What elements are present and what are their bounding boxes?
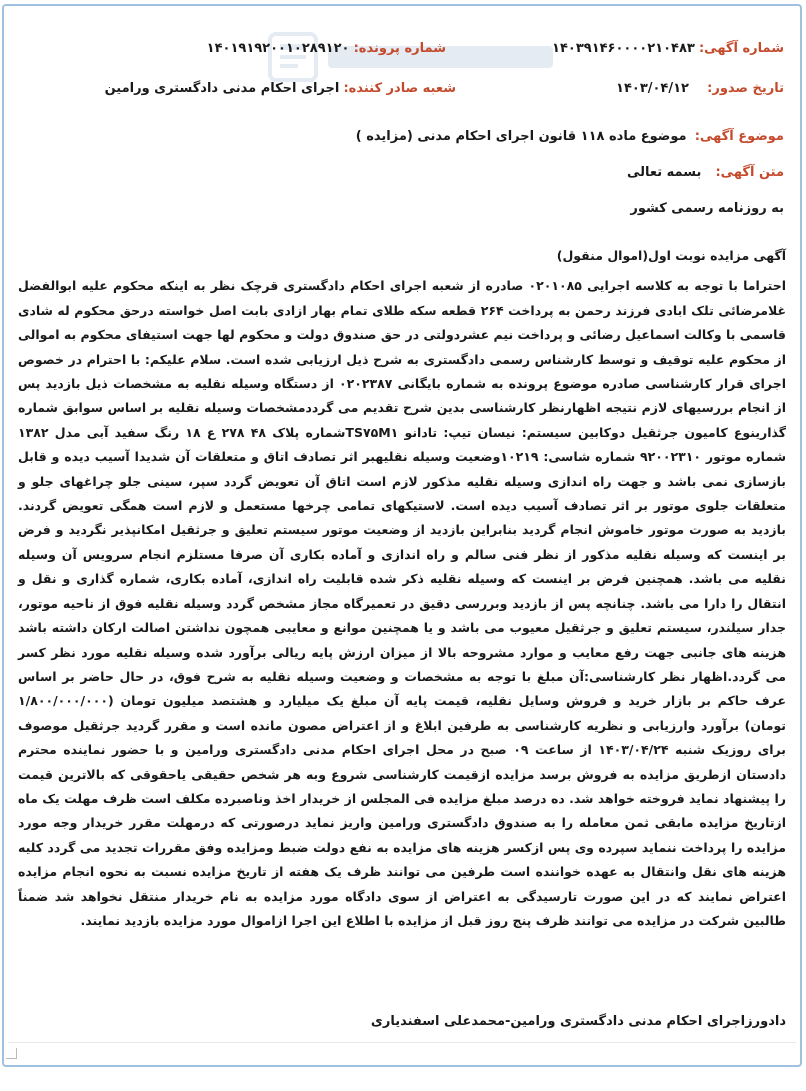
file-number-label: شماره پرونده: bbox=[353, 41, 446, 56]
resize-handle-icon[interactable] bbox=[6, 1048, 17, 1059]
ad-body-text bbox=[18, 244, 786, 933]
issue-date-label: تاریخ صدور: bbox=[707, 81, 784, 96]
bottom-divider bbox=[8, 1042, 796, 1043]
ad-text-row bbox=[627, 164, 784, 182]
issuing-branch-row bbox=[105, 80, 456, 98]
issuing-branch-value: اجرای احکام مدنی دادگستری ورامین bbox=[104, 81, 340, 96]
ad-body-paragraph: احتراما با توجه به کلاسه اجرایی ۰۲۰۱۰۸۵ صادره از شعبه اجرای احکام دادگستری قرچک نظر به اینکه محکوم علیه ابوالفضل غلامرضائی تلک ابادی فرزند رحمن به پرداخت ۲۶۴ قطعه سکه طلای تمام بهار ازادی بابت اصل خواسته درحق محکوم له شادی قاسمی با وکالت اسماعیل رضائی و پرداخت نیم عشردولتی در حق صندوق دولت و محکوم لها جهت استیفای محکوم به اموالی از محکوم علیه توقیف و توسط کارشناس رسمی دادگستری به شرح ذیل ارزیابی شده است. سلام علیکم: با احترام در خصوص اجرای قرار کارشناسی صادره موضوع پرونده به شماره بایگانی ۰۲۰۲۳۸۷ از دستگاه وسیله نقلیه به مشخصات ذیل بازدید پس از انجام بررسیهای لازم نتیجه اظهارنظر کارشناسی بدین شرح تقدیم می گرددمشخصات وسیله نقلیه بر اساس سوابق شماره گذارینوع کامیون جرثقیل دوکابین سیستم: نیسان تیپ: تادانو TS۷۵M۱شماره پلاک ۴۸ ۲۷۸ ع ۱۸ رنگ سفید آبی مدل ۱۳۸۲ شماره موتور ۹۲۰۰۲۳۱۰ شماره شاسی: ۱۰۲۱۹وضعیت وسیله نقلیهبر اثر تصادف اتاق و متعلقات آن شدیدا آسیب دیده و قابل بازسازی نمی باشد و جهت راه اندازی وسیله نقلیه مذکور لازم است اتاق آن تعویض گردد سپر، سینی جلو چراغهای جلو و متعلقات جلوی موتور بر اثر تصادف آسیب دیده است. لاستیکهای تمامی چرخها مستعمل و لازم است همگی تعویض گردند. بازدید به صورت موتور خاموش انجام گردید بنابراین بازدید از وضعیت موتور سیستم تعلیق و جرثقیل امکانپذیر نگردید و فرض بر اینست که وسیله نقلیه مذکور از نظر فنی سالم و راه اندازی و آماده بکاری آن صرفا مستلزم انجام سرویس آن وسیله نقلیه می باشد. همچنین فرض بر اینست که وسیله نقلیه ذکر شده قابلیت راه اندازی، آماده بکاری، شماره گذاری و نقل و انتقال را دارا می باشد. چنانچه پس از بازدید وبررسی دقیق در تعمیرگاه مجاز مشخص گردد وسیله نقلیه فوق از ناحیه موتور، جدار سیلندر، سیستم تعلیق و جرثقیل معیوب می باشد و یا همچنین موانع و معایبی همچون نداشتن اصالت ارکان داشته باشد هزینه های جانبی جهت رفع معایب و موارد مشروحه بالا از میزان ارزش پایه ریالی برآورد شده وسیله نقلیه مورد نظر کسر می گردد.اظهار نظر کارشناسی:آن مبلغ با توجه به مشخصات و وضعیت وسیله نقلیه به شرح فوق، در حال حاضر بر اساس عرف حاکم بر بازار خرید و فروش وسایل نقلیه، قیمت پایه آن مبلغ یک میلیارد و هشتصد میلیون تومان (۱/۸۰۰/۰۰۰/۰۰۰ تومان) برآورد وارزیابی و نظریه کارشناسی به طرفین ابلاغ و از اعتراض مصون مانده است و مقرر گردید جرثقیل موصوف برای روزیک شنبه ۱۴۰۳/۰۴/۲۴ از ساعت ۰۹ صبح در محل اجرای احکام مدنی دادگستری ورامین و با حضور نماینده محترم دادستان ازطریق مزایده به فروش برسد مزایده ازقیمت کارشناسی شروع وبه هر شخص حقیقی یاحقوقی که بالاترین قیمت را پیشنهاد نماید فروخته خواهد شد. ده درصد مبلغ مزایده فی المجلس از خریدار اخذ وناصبرده مکلف است ظرف مهلت یک ماه ازتاریخ مزایده مابقی ثمن معامله را به صندوق دادگستری ورامین واریز نماید درصورتی که درمهلت مقرر خریدار وجه مورد مزایده را پرداخت ننماید سپرده وی پس ازکسر هزینه های مزایده به نفع دولت ضبط ومزایده وفق مقررات تجدید می گردد کلیه هزینه های نقل وانتقال به عهده خواننده است طرفین می توانند ظرف یک هفته از تاریخ مزایده نسبت به نحوه انجام مزایده اعتراض نمایند که در این صورت تارسیدگی به اعتراض از سوی دادگاه مورد مزایده به نام خریدار منتقل نخواهد شد ضمناً طالبین شرکت در مزایده می توانند ظرف پنج روز قبل از مزایده با اطلاع این اجرا ازاموال مورد مزایده بازدید نمایند. bbox=[18, 278, 787, 928]
issue-date-value: ۱۴۰۳/۰۴/۱۲ bbox=[616, 81, 689, 96]
issuing-branch-label: شعبه صادر کننده: bbox=[343, 81, 456, 96]
ad-number-value: ۱۴۰۳۹۱۴۶۰۰۰۰۲۱۰۴۸۳ bbox=[552, 41, 695, 56]
subject-value: موضوع ماده ۱۱۸ قانون اجرای احکام مدنی (مزایده ) bbox=[355, 129, 687, 144]
file-number-row bbox=[207, 40, 446, 58]
intro-line-auction: آگهی مزایده نوبت اول(اموال منقول) bbox=[556, 248, 786, 263]
file-number-value: ۱۴۰۱۹۱۹۲۰۰۱۰۲۸۹۱۲۰ bbox=[206, 41, 350, 56]
intro-line-newspaper: به روزنامه رسمی کشور bbox=[630, 201, 784, 216]
ad-number-row bbox=[552, 40, 784, 58]
subject-label: موضوع آگهی: bbox=[694, 129, 784, 144]
document-frame bbox=[2, 4, 802, 1067]
issue-date-row bbox=[616, 80, 784, 98]
subject-row bbox=[356, 128, 784, 146]
ad-number-label: شماره آگهی: bbox=[698, 41, 784, 56]
signature: دادورزاجرای احکام مدنی دادگستری ورامین-محمدعلی اسفندیاری bbox=[370, 1014, 786, 1029]
ad-text-value: بسمه تعالی bbox=[626, 165, 702, 180]
ad-text-label: متن آگهی: bbox=[715, 165, 784, 180]
